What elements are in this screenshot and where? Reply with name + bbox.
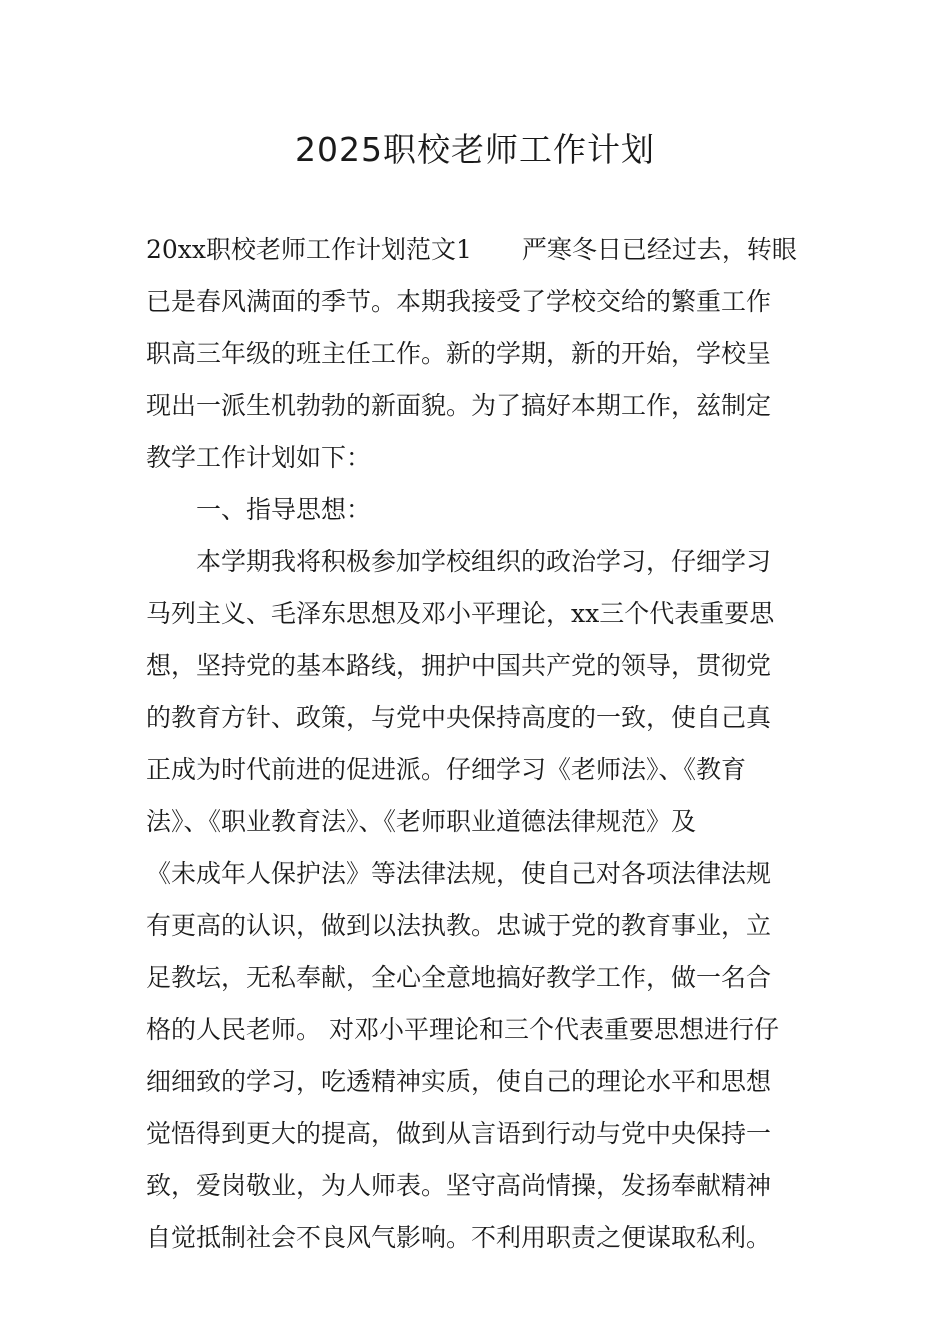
body-line-15: 足教坛，无私奉献，全心全意地搞好教学工作，做一名合	[146, 963, 772, 992]
document-body	[146, 224, 806, 1264]
body-line-3: 职高三年级的班主任工作。新的学期，新的开始，学校呈	[146, 339, 772, 368]
body-line-17: 细细致的学习，吃透精神实质，使自己的理论水平和思想	[146, 1067, 772, 1096]
section-heading: 一、指导思想：	[196, 495, 372, 524]
body-line-9: 想，坚持党的基本路线，拥护中国共产党的领导，贯彻党	[146, 651, 772, 680]
body-line-18: 觉悟得到更大的提高，做到从言语到行动与党中央保持一	[146, 1119, 772, 1148]
body-line-13: 《未成年人保护法》等法律法规，使自己对各项法律法规	[146, 859, 772, 888]
body-line-10: 的教育方针、政策，与党中央保持高度的一致，使自己真	[146, 703, 772, 732]
document-title: 2025职校老师工作计划	[295, 130, 655, 169]
body-line-4: 现出一派生机勃勃的新面貌。为了搞好本期工作，兹制定	[146, 391, 772, 420]
body-line-5: 教学工作计划如下：	[146, 443, 372, 472]
body-line-11: 正成为时代前进的促进派。仔细学习《老师法》、《教育	[146, 755, 747, 784]
body-line-19: 致，爱岗敬业，为人师表。坚守高尚情操，发扬奉献精神	[146, 1171, 772, 1200]
body-line-2: 已是春风满面的季节。本期我接受了学校交给的繁重工作	[146, 287, 772, 316]
body-line-14: 有更高的认识，做到以法执教。忠诚于党的教育事业，立	[146, 911, 772, 940]
body-line-20: 自觉抵制社会不良风气影响。不利用职责之便谋取私利。	[146, 1223, 772, 1252]
body-line-7: 本学期我将积极参加学校组织的政治学习，仔细学习	[196, 547, 772, 576]
body-line-12: 法》、《职业教育法》、《老师职业道德法律规范》及	[146, 807, 697, 836]
body-line-16: 格的人民老师。 对邓小平理论和三个代表重要思想进行仔	[146, 1015, 779, 1044]
body-line-1: 20xx职校老师工作计划范文1 严寒冬日已经过去，转眼	[146, 235, 797, 264]
body-line-8: 马列主义、毛泽东思想及邓小平理论，xx三个代表重要思	[146, 599, 775, 628]
